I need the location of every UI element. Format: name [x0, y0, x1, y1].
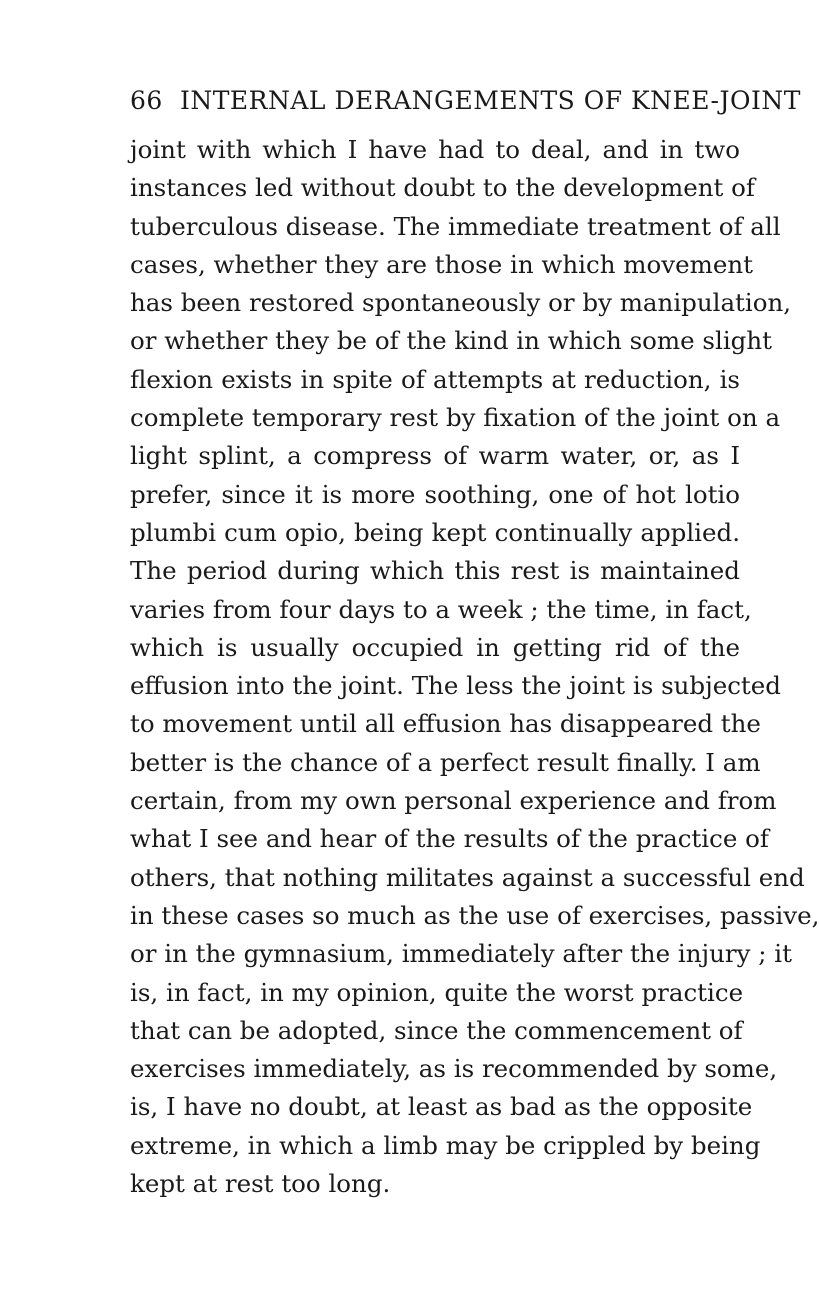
text-line: certain, from my own personal experience and from — [130, 786, 777, 816]
text-line: The period during which this rest is maintained — [130, 556, 740, 586]
text-line: light splint, a compress of warm water, or, as I — [130, 441, 740, 471]
running-head — [130, 86, 801, 115]
text-line: flexion exists in spite of attempts at reduction, is — [130, 364, 740, 394]
text-line: varies from four days to a week ; the time, in fact, — [130, 594, 752, 624]
running-title: INTERNAL DERANGEMENTS OF KNEE-JOINT — [180, 86, 801, 115]
body-paragraph — [130, 131, 819, 1203]
page-number: 66 — [130, 86, 163, 115]
text-line: others, that nothing militates against a successful end — [130, 862, 805, 892]
text-line: extreme, in which a limb may be crippled by being — [130, 1130, 761, 1160]
text-line: instances led without doubt to the development of — [130, 173, 755, 203]
text-line: that can be adopted, since the commencement of — [130, 1015, 743, 1045]
text-line: has been restored spontaneously or by manipulation, — [130, 288, 792, 318]
text-line: kept at rest too long. — [130, 1169, 391, 1199]
text-line: prefer, since it is more soothing, one of hot lotio — [130, 479, 740, 509]
text-line: complete temporary rest by fixation of the joint on a — [130, 403, 781, 433]
text-line: in these cases so much as the use of exercises, passive, — [130, 900, 819, 930]
text-line: is, I have no doubt, at least as bad as the opposite — [130, 1092, 753, 1122]
text-line: which is usually occupied in getting rid of the — [130, 632, 740, 662]
text-line: tuberculous disease. The immediate treatment of all — [130, 211, 781, 241]
text-line: exercises immediately, as is recommended by some, — [130, 1054, 778, 1084]
text-line: is, in fact, in my opinion, quite the worst practice — [130, 977, 744, 1007]
text-line: cases, whether they are those in which movement — [130, 249, 753, 279]
text-line: plumbi cum opio, being kept continually applied. — [130, 517, 740, 547]
text-line: or whether they be of the kind in which some slight — [130, 326, 772, 356]
text-line: or in the gymnasium, immediately after the injury ; it — [130, 939, 792, 969]
text-line: what I see and hear of the results of the practice of — [130, 824, 769, 854]
text-line: joint with which I have had to deal, and in two — [130, 135, 740, 164]
text-line: effusion into the joint. The less the joint is subjected — [130, 671, 781, 701]
text-line: better is the chance of a perfect result finally. I am — [130, 747, 761, 777]
text-line: to movement until all effusion has disappeared the — [130, 709, 761, 739]
